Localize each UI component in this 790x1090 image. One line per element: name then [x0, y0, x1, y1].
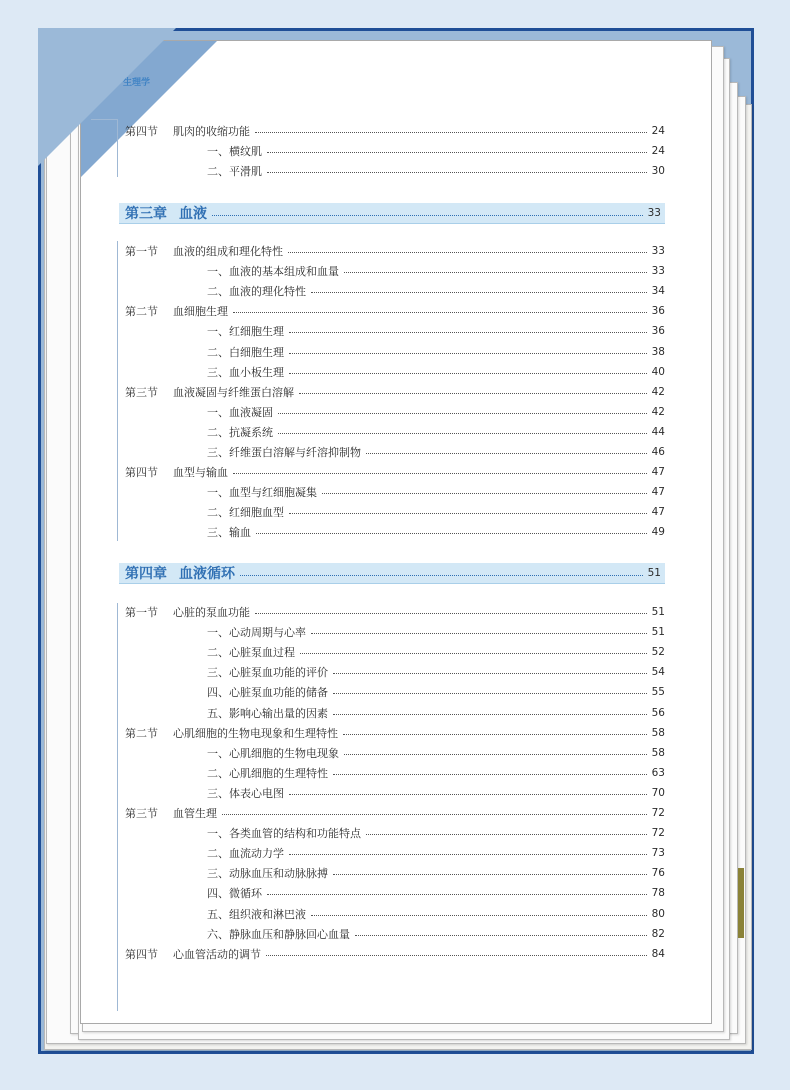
dot-leader — [240, 574, 643, 576]
page-number: 80 — [651, 907, 665, 920]
section-title: 血细胞生理 — [173, 305, 228, 319]
item-title: 二、抗凝系统 — [207, 425, 273, 439]
item-title: 二、白细胞生理 — [207, 345, 284, 359]
section-number: 第二节 — [125, 726, 158, 740]
section-title: 肌肉的收缩功能 — [173, 125, 250, 138]
page-number: 51 — [647, 567, 661, 579]
item-title: 四、微循环 — [207, 887, 262, 901]
toc-item-entry[interactable] — [125, 163, 665, 179]
toc-item-entry[interactable] — [125, 143, 665, 159]
dot-leader — [289, 793, 647, 795]
dot-leader — [333, 672, 647, 674]
page-number: 33 — [651, 265, 665, 278]
dot-leader — [355, 934, 647, 936]
toc-section-entry[interactable] — [125, 384, 665, 400]
toc-item-entry[interactable] — [125, 865, 665, 881]
page-number: 42 — [651, 385, 665, 398]
toc-chapter-heading[interactable] — [119, 203, 665, 224]
dot-leader — [222, 813, 647, 815]
page-number: 33 — [647, 207, 661, 219]
item-title: 二、红细胞血型 — [207, 506, 284, 520]
item-title: 三、体表心电图 — [207, 786, 284, 800]
item-title: 二、平滑肌 — [207, 165, 262, 179]
section-number: 第二节 — [125, 305, 158, 319]
section-title: 心肌细胞的生物电现象和生理特性 — [173, 726, 338, 740]
toc-chapter-heading[interactable] — [119, 563, 665, 584]
section-number: 第一节 — [125, 606, 158, 619]
dot-leader — [300, 652, 647, 654]
dot-leader — [333, 773, 647, 775]
toc-item-entry[interactable] — [125, 364, 665, 380]
item-title: 一、心动周期与心率 — [207, 626, 306, 640]
item-title: 二、心脏泵血过程 — [207, 646, 295, 660]
section-title: 血型与输血 — [173, 466, 228, 480]
section-number: 第三节 — [125, 385, 158, 399]
toc-section-entry[interactable] — [125, 464, 665, 480]
toc-page — [80, 40, 712, 1024]
toc-item-entry[interactable] — [125, 825, 665, 841]
toc-item-entry[interactable] — [125, 484, 665, 500]
page-number: 47 — [651, 506, 665, 519]
page-number: 58 — [651, 726, 665, 739]
toc-item-entry[interactable] — [125, 785, 665, 801]
page-number: 33 — [651, 245, 665, 257]
toc-item-entry[interactable] — [125, 926, 665, 942]
toc-section-entry[interactable] — [125, 604, 665, 620]
dot-leader — [289, 853, 647, 855]
dot-leader — [311, 291, 647, 293]
dot-leader — [343, 733, 647, 735]
dot-leader — [333, 692, 647, 694]
chapter-title: 血液 — [179, 206, 207, 222]
toc-item-entry[interactable] — [125, 644, 665, 660]
item-title: 三、心脏泵血功能的评价 — [207, 666, 328, 680]
page-number: 51 — [651, 626, 665, 639]
running-header: 生理学 — [123, 78, 151, 88]
section-number: 第四节 — [125, 125, 158, 138]
toc-item-entry[interactable] — [125, 845, 665, 861]
item-title: 一、横纹肌 — [207, 145, 262, 159]
page-number: 36 — [651, 305, 665, 318]
item-title: 一、各类血管的结构和功能特点 — [207, 827, 361, 841]
dot-leader — [322, 492, 647, 494]
page-number: 63 — [651, 766, 665, 779]
dot-leader — [366, 833, 647, 835]
dot-leader — [311, 914, 647, 916]
item-title: 六、静脉血压和静脉回心血量 — [207, 927, 350, 941]
page-number: 73 — [651, 847, 665, 860]
dot-leader — [278, 432, 647, 434]
item-title: 一、血液的基本组成和血量 — [207, 265, 339, 279]
chapter-number: 第三章 — [125, 206, 167, 222]
toc-item-entry[interactable] — [125, 624, 665, 640]
item-title: 二、血流动力学 — [207, 847, 284, 861]
toc-item-entry[interactable] — [125, 404, 665, 420]
page-edge-stripe — [738, 868, 744, 938]
toc-item-entry[interactable] — [125, 664, 665, 680]
section-number: 第四节 — [125, 947, 158, 961]
page-number: 47 — [651, 466, 665, 479]
toc-section-entry[interactable] — [125, 303, 665, 319]
page-number: 47 — [651, 486, 665, 499]
page-number: 54 — [651, 666, 665, 679]
dot-leader — [289, 512, 647, 514]
page-number: 78 — [651, 887, 665, 900]
dot-leader — [344, 271, 647, 273]
dot-leader — [267, 893, 647, 895]
item-title: 二、血液的理化特性 — [207, 285, 306, 299]
chapter-number: 第四章 — [125, 566, 167, 582]
page-number: 34 — [651, 285, 665, 298]
toc-item-entry[interactable] — [125, 765, 665, 781]
item-title: 三、输血 — [207, 526, 251, 540]
page-number: 58 — [651, 746, 665, 759]
page-number: 52 — [651, 646, 665, 659]
page-number: 44 — [651, 425, 665, 438]
toc-section-entry[interactable] — [125, 123, 665, 139]
section-title: 血液凝固与纤维蛋白溶解 — [173, 385, 294, 399]
dot-leader — [344, 753, 647, 755]
page-number: 30 — [651, 165, 665, 178]
dot-leader — [212, 214, 643, 216]
item-title: 四、心脏泵血功能的储备 — [207, 686, 328, 700]
page-number: 46 — [651, 446, 665, 458]
dot-leader — [289, 331, 647, 333]
toc-section-entry[interactable] — [125, 805, 665, 821]
page-number: 72 — [651, 827, 665, 840]
page-number: 76 — [651, 867, 665, 880]
page-number: 84 — [651, 947, 665, 960]
section-title: 血液的组成和理化特性 — [173, 245, 283, 258]
toc-item-entry[interactable] — [125, 705, 665, 721]
item-title: 三、动脉血压和动脉脉搏 — [207, 867, 328, 881]
toc-section-entry[interactable] — [125, 243, 665, 259]
item-title: 五、组织液和淋巴液 — [207, 907, 306, 921]
toc-item-entry[interactable] — [125, 444, 665, 460]
dot-leader — [267, 151, 647, 153]
dot-leader — [278, 412, 647, 414]
toc-item-entry[interactable] — [125, 424, 665, 440]
dot-leader — [255, 131, 647, 133]
page-number: 42 — [651, 405, 665, 418]
section-number: 第四节 — [125, 466, 158, 480]
item-title: 三、纤维蛋白溶解与纤溶抑制物 — [207, 446, 361, 459]
page-number: 82 — [651, 927, 665, 940]
toc-item-entry[interactable] — [125, 283, 665, 299]
page-number: 56 — [651, 706, 665, 719]
toc-item-entry[interactable] — [125, 323, 665, 339]
page-number: 49 — [651, 526, 665, 539]
page-number: 24 — [651, 145, 665, 158]
item-title: 一、心肌细胞的生物电现象 — [207, 746, 339, 760]
toc-section-entry[interactable] — [125, 946, 665, 962]
dot-leader — [288, 251, 647, 253]
page-number: 24 — [651, 125, 665, 137]
page-fold-corner — [38, 28, 176, 166]
dot-leader — [266, 954, 647, 956]
page-number: 51 — [651, 606, 665, 618]
margin-line — [117, 603, 118, 1011]
toc-section-entry[interactable] — [125, 725, 665, 741]
toc-item-entry[interactable] — [125, 263, 665, 279]
dot-leader — [333, 713, 647, 715]
dot-leader — [289, 352, 647, 354]
dot-leader — [233, 472, 647, 474]
item-title: 一、血型与红细胞凝集 — [207, 486, 317, 500]
page-number: 70 — [651, 786, 665, 799]
margin-line — [117, 241, 118, 541]
page-number: 38 — [651, 345, 665, 358]
toc-item-entry[interactable] — [125, 504, 665, 520]
dot-leader — [299, 392, 647, 394]
item-title: 三、血小板生理 — [207, 365, 284, 379]
page-number: 55 — [651, 686, 665, 699]
section-title: 心脏的泵血功能 — [173, 606, 250, 619]
dot-leader — [289, 372, 647, 374]
chapter-title: 血液循环 — [179, 566, 235, 582]
page-number: 36 — [651, 325, 665, 338]
page-number: 40 — [651, 365, 665, 378]
toc-item-entry[interactable] — [125, 344, 665, 360]
page-number: 72 — [651, 807, 665, 819]
dot-leader — [333, 873, 647, 875]
item-title: 二、心肌细胞的生理特性 — [207, 766, 328, 780]
section-title: 心血管活动的调节 — [173, 947, 261, 961]
dot-leader — [233, 311, 647, 313]
dot-leader — [267, 171, 647, 173]
dot-leader — [255, 612, 647, 614]
item-title: 五、影响心输出量的因素 — [207, 706, 328, 720]
item-title: 一、血液凝固 — [207, 405, 273, 419]
dot-leader — [256, 532, 647, 534]
item-title: 一、红细胞生理 — [207, 325, 284, 339]
section-number: 第三节 — [125, 807, 158, 820]
toc-item-entry[interactable] — [125, 524, 665, 540]
section-title: 血管生理 — [173, 807, 217, 820]
dot-leader — [366, 452, 647, 454]
toc-item-entry[interactable] — [125, 885, 665, 901]
toc-item-entry[interactable] — [125, 684, 665, 700]
section-number: 第一节 — [125, 245, 158, 258]
dot-leader — [311, 632, 647, 634]
toc-item-entry[interactable] — [125, 906, 665, 922]
toc-item-entry[interactable] — [125, 745, 665, 761]
